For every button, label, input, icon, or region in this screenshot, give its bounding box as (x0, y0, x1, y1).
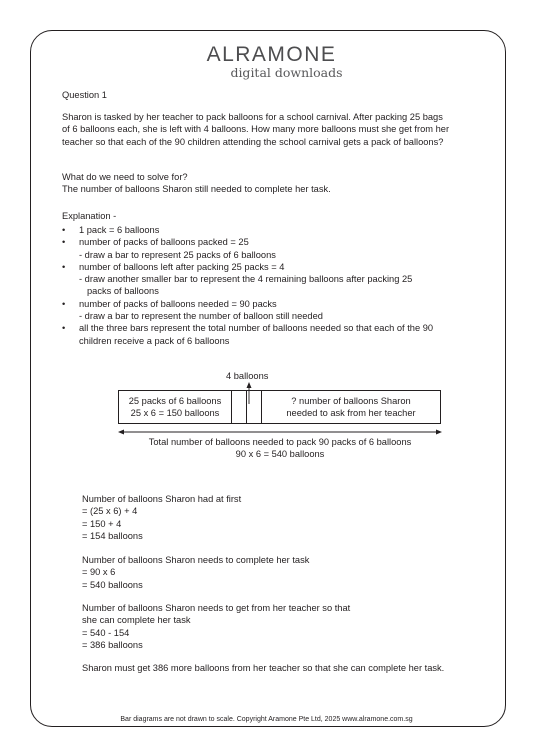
bullet-icon: • (62, 323, 66, 334)
bar-needed-line: ? number of balloons Sharon (291, 396, 411, 406)
final-answer: Sharon must get 386 more balloons from her teacher so that she can complete her task. (82, 663, 445, 673)
list-subitem: - draw another smaller bar to represent the 4 remaining balloons after packing 25 (79, 274, 413, 285)
work-line: Number of balloons Sharon had at first (82, 494, 242, 504)
solve-for-heading: What do we need to solve for? (62, 172, 188, 182)
list-subitem: children receive a pack of 6 balloons (79, 335, 230, 346)
question-line: teacher so that each of the 90 children attending the school carnival gets a pack of balloons? (62, 136, 444, 147)
list-item: • all the three bars represent the total number of balloons needed so that each of the 90 (62, 323, 434, 334)
list-item: • number of packs of balloons packed = 25 (62, 237, 249, 248)
explanation-list (62, 224, 433, 347)
question-text (62, 111, 449, 148)
bar-needed-line: needed to ask from her teacher (286, 408, 416, 418)
total-label (0, 436, 533, 461)
footer-note: Bar diagrams are not drawn to scale. Copyright Aramone Pte Ltd, 2025 www.alramone.com.sg (120, 716, 413, 723)
bullet-icon: • (62, 225, 66, 235)
bar-remaining-divider (246, 390, 247, 424)
work-line: = 540 - 154 (82, 627, 130, 638)
bullet-icon: • (62, 298, 66, 309)
logo-wordmark: ALRAMONE (206, 43, 337, 66)
bar-needed (261, 390, 441, 424)
work-line: = 154 balloons (82, 530, 143, 541)
total-line: 90 x 6 = 540 balloons (235, 449, 325, 460)
logo (0, 44, 533, 79)
list-subitem: - draw a bar to represent 25 packs of 6 balloons (79, 249, 276, 260)
work-line: = 386 balloons (82, 639, 143, 650)
explanation-heading: Explanation - (62, 211, 117, 221)
work-step-2 (82, 554, 309, 591)
bar-packed-line: 25 packs of 6 balloons (128, 396, 222, 406)
small-bar-label: 4 balloons (226, 371, 269, 381)
bullet-icon: • (62, 261, 66, 272)
question-label: Question 1 (62, 90, 107, 100)
list-item: • number of packs of balloons needed = 90 packs (62, 298, 277, 309)
question-line: Sharon is tasked by her teacher to pack balloons for a school carnival. After packing 25 bags (62, 112, 443, 122)
work-line: = 150 + 4 (82, 518, 122, 529)
question-line: of 6 balloons each, she is left with 4 balloons. How many more balloons must she get from her (62, 124, 450, 135)
bullet-icon: • (62, 237, 66, 248)
list-item: • 1 pack = 6 balloons (62, 225, 160, 235)
total-line: Total number of balloons needed to pack 90 packs of 6 balloons (148, 437, 412, 447)
work-line: Number of balloons Sharon needs to complete her task (82, 555, 310, 565)
solve-for-answer: The number of balloons Sharon still needed to complete her task. (62, 184, 331, 195)
logo-tagline: digital downloads (230, 65, 343, 80)
work-line: she can complete her task (82, 615, 191, 626)
work-step-1 (82, 493, 241, 542)
work-line: = 90 x 6 (82, 567, 116, 578)
bar-packed (118, 390, 232, 424)
bar-packed-line: 25 x 6 = 150 balloons (130, 408, 220, 418)
list-item: • number of balloons left after packing 25 packs = 4 (62, 261, 285, 272)
work-line: Number of balloons Sharon needs to get from her teacher so that (82, 603, 351, 613)
solve-for-section (62, 171, 331, 196)
work-line: = 540 balloons (82, 579, 143, 590)
list-subitem: - draw a bar to represent the number of balloon still needed (79, 311, 323, 322)
work-line: = (25 x 6) + 4 (82, 506, 138, 517)
work-step-3 (82, 602, 350, 651)
list-subitem: packs of balloons (87, 286, 159, 297)
